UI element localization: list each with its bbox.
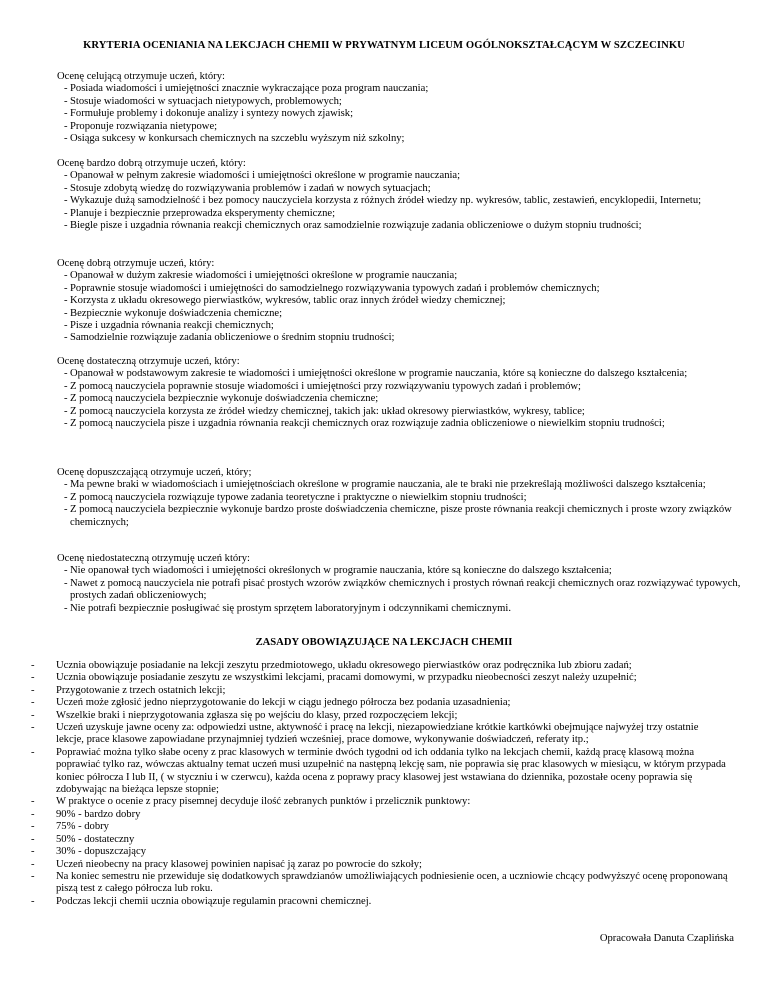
list-item: - Z pomocą nauczyciela poprawnie stosuje wiadomości i umiejętności przy rozwiązywaniu typowych zadań i problemów; <box>57 381 747 393</box>
list-item: - Planuje i bezpiecznie przeprowadza eksperymenty chemiczne; <box>57 208 747 220</box>
grade-section-excellent <box>57 71 747 145</box>
author-signature: Opracowała Danuta Czaplińska <box>599 933 734 944</box>
list-item: - Uczeń uzyskuje jawne oceny za: odpowiedzi ustne, aktywność i pracę na lekcji, niezapowiedziane krótkie kartkówki obejmujące najwyżej trzy ostatnie lekcje, prace klasowe zapowiadane przynajmniej tydzień wcześniej, prace domowe, wykonywanie doświadczeń, referaty itp.; <box>28 722 728 747</box>
list-item: - Z pomocą nauczyciela korzysta ze źródeł wiedzy chemicznej, takich jak: układ okresowy pierwiastków, wykresy, tablice; <box>57 406 747 418</box>
list-item: - Ma pewne braki w wiadomościach i umiejętnościach określone w programie nauczania, ale te braki nie przekreślają możliwości dalszego kształcenia; <box>57 479 747 491</box>
list-item: - Na koniec semestru nie przewiduje się dodatkowych sprawdzianów umożliwiających podniesienie ocen, a uczniowie chcący podwyższyć ocenę proponowaną piszą test z całego półrocza lub roku. <box>28 871 728 896</box>
list-item: - Samodzielnie rozwiązuje zadania obliczeniowe o średnim stopniu trudności; <box>57 332 747 344</box>
grade-section-satisfactory <box>57 356 747 430</box>
list-item: - Opanował w pełnym zakresie wiadomości i umiejętności określone w programie nauczania; <box>57 170 747 182</box>
list-item: - Z pomocą nauczyciela bezpiecznie wykonuje doświadczenia chemiczne; <box>57 393 747 405</box>
list-item: - Z pomocą nauczyciela rozwiązuje typowe zadania teoretyczne i praktyczne o niewielkim stopniu trudności; <box>57 492 747 504</box>
grade-intro: Ocenę dopuszczającą otrzymuje uczeń, który; <box>57 467 252 478</box>
rules-title: ZASADY OBOWIĄZUJĄCE NA LEKCJACH CHEMII <box>255 637 513 648</box>
list-item: - Pisze i uzgadnia równania reakcji chemicznych; <box>57 320 747 332</box>
grade-section-insufficient <box>57 553 747 615</box>
list-item: - Uczeń nieobecny na pracy klasowej powinien napisać ją zaraz po powrocie do szkoły; <box>28 859 728 871</box>
list-item: - Opanował w dużym zakresie wiadomości i umiejętności określone w programie nauczania; <box>57 270 747 282</box>
list-item: - 30% - dopuszczający <box>28 846 728 858</box>
list-item: - W praktyce o ocenie z pracy pisemnej decyduje ilość zebranych punktów i przelicznik punktowy: <box>28 796 728 808</box>
list-item: - Uczeń może zgłosić jedno nieprzygotowanie do lekcji w ciągu jednego półrocza bez podania uzasadnienia; <box>28 697 728 709</box>
list-item: - Osiąga sukcesy w konkursach chemicznych na szczeblu wyższym niż szkolny; <box>57 133 747 145</box>
grade-section-good <box>57 258 747 345</box>
list-item: - Nie opanował tych wiadomości i umiejętności określonych w programie nauczania, które są konieczne do dalszego kształcenia; <box>57 565 747 577</box>
list-item: - Nie potrafi bezpiecznie posługiwać się prostym sprzętem laboratoryjnym i odczynnikami chemicznymi. <box>57 603 747 615</box>
rules-section <box>28 660 728 908</box>
list-item: - Z pomocą nauczyciela pisze i uzgadnia równania reakcji chemicznych oraz rozwiązuje zadnia obliczeniowe o niewielkim stopniu trudności; <box>57 418 747 430</box>
list-item: - 50% - dostateczny <box>28 834 728 846</box>
list-item: - Ucznia obowiązuje posiadanie na lekcji zeszytu przedmiotowego, układu okresowego pierwiastków oraz podręcznika lub zbioru zadań; <box>28 660 728 672</box>
list-item: - 90% - bardzo dobry <box>28 809 728 821</box>
grade-intro: Ocenę niedostateczną otrzymuję uczeń który: <box>57 553 250 564</box>
grade-intro: Ocenę dostateczną otrzymuje uczeń, który: <box>57 356 240 367</box>
list-item: - Nawet z pomocą nauczyciela nie potrafi pisać prostych wzorów związków chemicznych i prostych równań reakcji chemicznych oraz rozwiązywać typowych, prostych zadań obliczeniowych; <box>57 578 747 603</box>
list-item: - Proponuje rozwiązania nietypowe; <box>57 121 747 133</box>
list-item: - Poprawiać można tylko słabe oceny z prac klasowych w terminie dwóch tygodni od ich oddania tylko na lekcjach chemii, każdą pracę klasową można poprawiać tylko raz, wówczas aktualny temat uczeń musi uzupełnić na następną lekcję sam, nie poprawia się prac klasowych w miesiącu, w którym przypada koniec półrocza I lub II, ( w styczniu i w czerwcu), każda ocena z poprawy pracy klasowej jest wstawiana do dziennika, pozostałe oceny poprawia się zdobywając na bieżąca lepsze stopnie; <box>28 747 728 797</box>
list-item: - Posiada wiadomości i umiejętności znacznie wykraczające poza program nauczania; <box>57 83 747 95</box>
grade-intro: Ocenę celującą otrzymuje uczeń, który: <box>57 71 225 82</box>
list-item: - Ucznia obowiązuje posiadanie zeszytu ze wszystkimi lekcjami, pracami domowymi, w przypadku nieobecności zeszyt należy uzupełnić; <box>28 672 728 684</box>
list-item: - Opanował w podstawowym zakresie te wiadomości i umiejętności określone w programie nauczania, które są konieczne do dalszego kształcenia; <box>57 368 747 380</box>
document-title: KRYTERIA OCENIANIA NA LEKCJACH CHEMII W PRYWATNYM LICEUM OGÓLNOKSZTAŁCĄCYM W SZCZECINKU <box>83 40 685 51</box>
list-item: - 75% - dobry <box>28 821 728 833</box>
grade-intro: Ocenę bardzo dobrą otrzymuje uczeń, który: <box>57 158 246 169</box>
list-item: - Biegle pisze i uzgadnia równania reakcji chemicznych oraz samodzielnie rozwiązuje zadania obliczeniowe o dużym stopniu trudności; <box>57 220 747 232</box>
list-item: - Z pomocą nauczyciela bezpiecznie wykonuje bardzo proste doświadczenia chemiczne, pisze proste równania reakcji chemicznych i proste wzory związków chemicznych; <box>57 504 747 529</box>
grade-intro: Ocenę dobrą otrzymuje uczeń, który: <box>57 258 215 269</box>
list-item: - Formułuje problemy i dokonuje analizy i syntezy nowych zjawisk; <box>57 108 747 120</box>
list-item: - Poprawnie stosuje wiadomości i umiejętności do samodzielnego rozwiązywania typowych zadań i problemów chemicznych; <box>57 283 747 295</box>
list-item: - Wszelkie braki i nieprzygotowania zgłasza się po wejściu do klasy, przed rozpoczęciem lekcji; <box>28 710 728 722</box>
list-item: - Stosuje wiadomości w sytuacjach nietypowych, problemowych; <box>57 96 747 108</box>
list-item: - Przygotowanie z trzech ostatnich lekcji; <box>28 685 728 697</box>
list-item: - Bezpiecznie wykonuje doświadczenia chemiczne; <box>57 308 747 320</box>
grade-section-very-good <box>57 158 747 232</box>
list-item: - Korzysta z układu okresowego pierwiastków, wykresów, tablic oraz innych źródeł wiedzy chemicznej; <box>57 295 747 307</box>
grade-section-sufficient <box>57 467 747 529</box>
list-item: - Wykazuje dużą samodzielność i bez pomocy nauczyciela korzysta z różnych źródeł wiedzy np. wykresów, tablic, zestawień, encyklopedii, Internetu; <box>57 195 747 207</box>
list-item: - Podczas lekcji chemii ucznia obowiązuje regulamin pracowni chemicznej. <box>28 896 728 908</box>
list-item: - Stosuje zdobytą wiedzę do rozwiązywania problemów i zadań w nowych sytuacjach; <box>57 183 747 195</box>
